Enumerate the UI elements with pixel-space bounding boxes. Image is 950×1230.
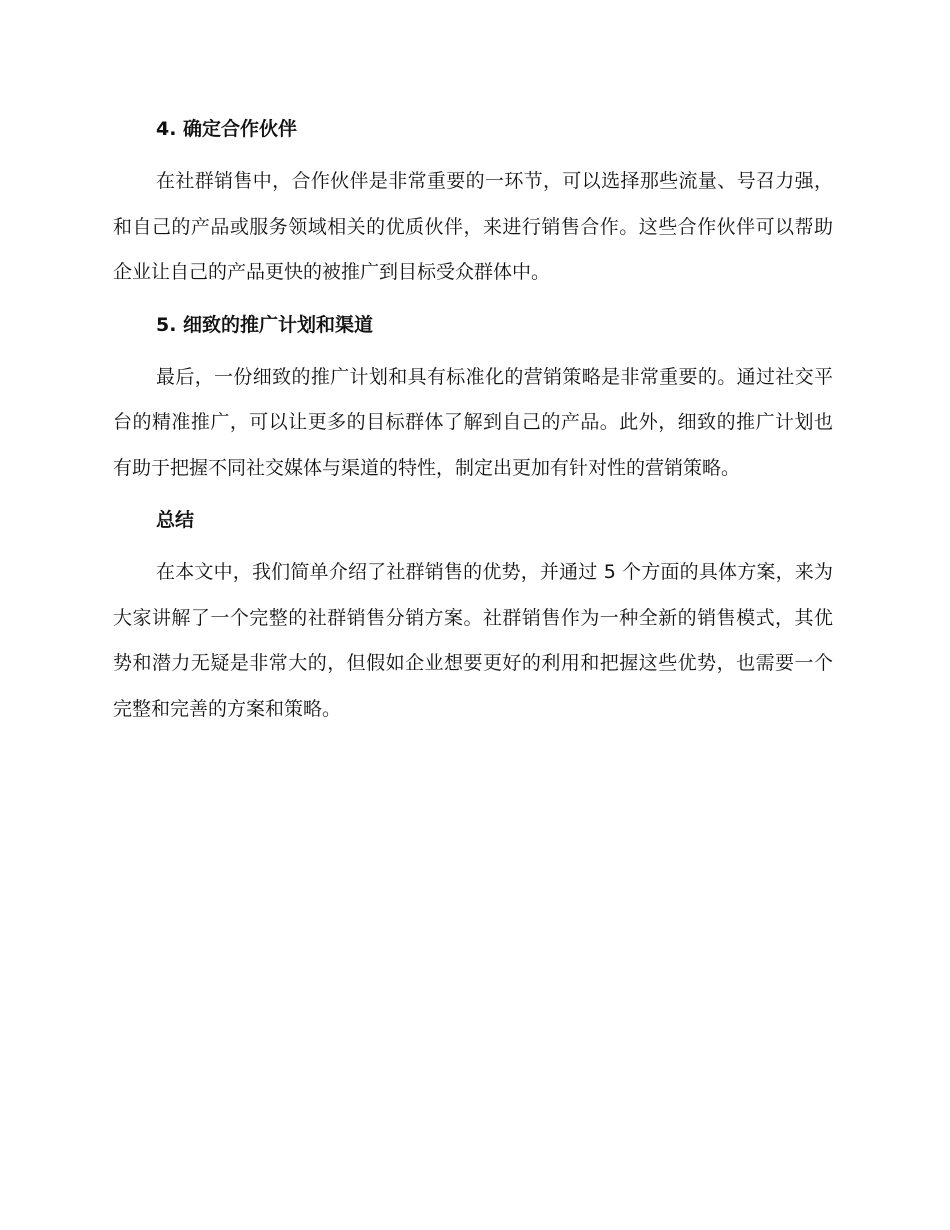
- section-paragraph-promotion-plan: 最后，一份细致的推广计划和具有标准化的营销策略是非常重要的。通过社交平台的精准推广，可以让更多的目标群体了解到自己的产品。此外，细致的推广计划也有助于把握不同社交媒体与渠道的特性，制定出更加有针对性的营销策略。: [113, 365, 833, 479]
- section-paragraph-partners: 在社群销售中，合作伙伴是非常重要的一环节，可以选择那些流量、号召力强，和自己的产品或服务领域相关的优质伙伴，来进行销售合作。这些合作伙伴可以帮助企业让自己的产品更快的被推广到目标受众群体中。: [113, 170, 833, 283]
- section-heading-partners: 4. 确定合作伙伴: [156, 118, 298, 140]
- document-page: [113, 110, 833, 732]
- section-heading-promotion-plan: 5. 细致的推广计划和渠道: [156, 313, 374, 336]
- section-heading-summary: 总结: [156, 509, 195, 531]
- section-paragraph-summary: 在本文中，我们简单介绍了社群销售的优势，并通过 5 个方面的具体方案，来为大家讲解了一个完整的社群销售分销方案。社群销售作为一种全新的销售模式，其优势和潜力无疑是非常大的，但假如企业想要更好的利用和把握这些优势，也需要一个完整和完善的方案和策略。: [113, 561, 833, 720]
